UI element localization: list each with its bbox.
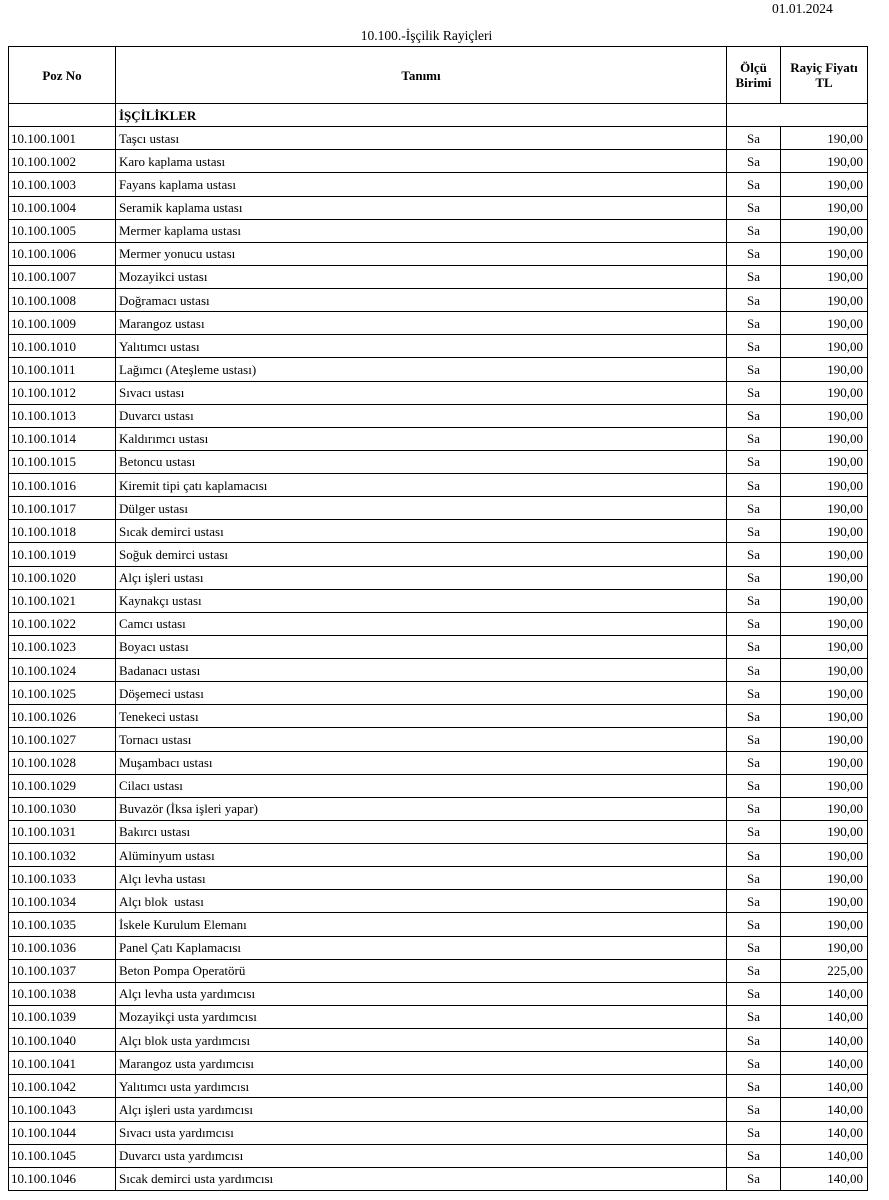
table-row: [9, 404, 868, 427]
poz-no-cell: 10.100.1020: [9, 566, 116, 589]
price-cell: 190,00: [781, 242, 868, 265]
table-row: [9, 1052, 868, 1075]
table-row: [9, 959, 868, 982]
price-cell: 190,00: [781, 404, 868, 427]
table-row: [9, 635, 868, 658]
unit-cell: Sa: [727, 450, 781, 473]
price-cell: 190,00: [781, 728, 868, 751]
poz-no-cell: 10.100.1004: [9, 196, 116, 219]
table-row: [9, 543, 868, 566]
unit-cell: Sa: [727, 242, 781, 265]
price-cell: 190,00: [781, 265, 868, 288]
price-cell: 190,00: [781, 196, 868, 219]
unit-cell: Sa: [727, 543, 781, 566]
description-cell: Marangoz ustası: [116, 312, 727, 335]
poz-no-cell: 10.100.1023: [9, 635, 116, 658]
unit-cell: Sa: [727, 1144, 781, 1167]
unit-cell: Sa: [727, 867, 781, 890]
price-cell: 190,00: [781, 381, 868, 404]
description-cell: Sıcak demirci usta yardımcısı: [116, 1167, 727, 1190]
unit-cell: Sa: [727, 844, 781, 867]
table-body: [9, 104, 868, 1191]
price-cell: 190,00: [781, 219, 868, 242]
description-cell: Panel Çatı Kaplamacısı: [116, 936, 727, 959]
poz-no-cell: 10.100.1036: [9, 936, 116, 959]
description-cell: Alçı levha ustası: [116, 867, 727, 890]
unit-cell: Sa: [727, 127, 781, 150]
unit-cell: Sa: [727, 751, 781, 774]
description-cell: Cilacı ustası: [116, 774, 727, 797]
price-cell: 140,00: [781, 982, 868, 1005]
poz-no-cell: 10.100.1014: [9, 427, 116, 450]
poz-no-cell: 10.100.1026: [9, 705, 116, 728]
price-cell: 190,00: [781, 682, 868, 705]
poz-no-cell: 10.100.1037: [9, 959, 116, 982]
poz-no-cell: 10.100.1009: [9, 312, 116, 335]
price-cell: 190,00: [781, 150, 868, 173]
table-row: [9, 520, 868, 543]
table-row: [9, 312, 868, 335]
unit-cell: Sa: [727, 959, 781, 982]
table-header-row: [9, 47, 868, 104]
price-cell: 190,00: [781, 335, 868, 358]
table-row: [9, 1144, 868, 1167]
section-unit-cell: [727, 104, 781, 127]
unit-cell: Sa: [727, 1121, 781, 1144]
description-cell: Marangoz usta yardımcısı: [116, 1052, 727, 1075]
poz-no-cell: 10.100.1044: [9, 1121, 116, 1144]
price-cell: 190,00: [781, 543, 868, 566]
unit-cell: Sa: [727, 589, 781, 612]
section-row: [9, 104, 868, 127]
description-cell: Kaldırımcı ustası: [116, 427, 727, 450]
unit-cell: Sa: [727, 1052, 781, 1075]
table-row: [9, 705, 868, 728]
price-cell: 190,00: [781, 173, 868, 196]
unit-cell: Sa: [727, 705, 781, 728]
description-cell: Muşambacı ustası: [116, 751, 727, 774]
poz-no-cell: 10.100.1027: [9, 728, 116, 751]
poz-no-cell: 10.100.1019: [9, 543, 116, 566]
poz-no-cell: 10.100.1018: [9, 520, 116, 543]
table-row: [9, 936, 868, 959]
price-cell: 190,00: [781, 797, 868, 820]
poz-no-cell: 10.100.1021: [9, 589, 116, 612]
unit-cell: Sa: [727, 659, 781, 682]
unit-cell: Sa: [727, 797, 781, 820]
table-row: [9, 1029, 868, 1052]
price-cell: 190,00: [781, 705, 868, 728]
unit-cell: Sa: [727, 312, 781, 335]
description-cell: Sıcak demirci ustası: [116, 520, 727, 543]
poz-no-cell: 10.100.1038: [9, 982, 116, 1005]
poz-no-cell: 10.100.1002: [9, 150, 116, 173]
unit-cell: Sa: [727, 289, 781, 312]
unit-cell: Sa: [727, 774, 781, 797]
table-row: [9, 358, 868, 381]
poz-no-cell: 10.100.1029: [9, 774, 116, 797]
poz-no-cell: 10.100.1006: [9, 242, 116, 265]
description-cell: Seramik kaplama ustası: [116, 196, 727, 219]
poz-no-cell: 10.100.1025: [9, 682, 116, 705]
table-row: [9, 612, 868, 635]
table-row: [9, 1167, 868, 1190]
table-row: [9, 265, 868, 288]
table-row: [9, 1098, 868, 1121]
price-cell: 190,00: [781, 612, 868, 635]
table-row: [9, 173, 868, 196]
description-cell: İskele Kurulum Elemanı: [116, 913, 727, 936]
section-price-cell: [781, 104, 868, 127]
price-cell: 190,00: [781, 358, 868, 381]
description-cell: Alçı blok ustası: [116, 890, 727, 913]
price-cell: 190,00: [781, 867, 868, 890]
description-cell: Taşcı ustası: [116, 127, 727, 150]
unit-cell: Sa: [727, 913, 781, 936]
price-cell: 140,00: [781, 1121, 868, 1144]
poz-no-cell: 10.100.1040: [9, 1029, 116, 1052]
table-row: [9, 659, 868, 682]
unit-cell: Sa: [727, 427, 781, 450]
unit-cell: Sa: [727, 497, 781, 520]
price-cell: 225,00: [781, 959, 868, 982]
price-cell: 190,00: [781, 474, 868, 497]
table-row: [9, 497, 868, 520]
unit-cell: Sa: [727, 404, 781, 427]
price-cell: 190,00: [781, 844, 868, 867]
description-cell: Lağımcı (Ateşleme ustası): [116, 358, 727, 381]
table-row: [9, 797, 868, 820]
table-row: [9, 1005, 868, 1028]
unit-cell: Sa: [727, 1167, 781, 1190]
price-cell: 140,00: [781, 1052, 868, 1075]
unit-cell: Sa: [727, 1075, 781, 1098]
table-row: [9, 820, 868, 843]
poz-no-cell: 10.100.1031: [9, 820, 116, 843]
description-cell: Buvazör (İksa işleri yapar): [116, 797, 727, 820]
table-row: [9, 682, 868, 705]
description-cell: Alçı işleri ustası: [116, 566, 727, 589]
description-cell: Doğramacı ustası: [116, 289, 727, 312]
description-cell: Sıvacı usta yardımcısı: [116, 1121, 727, 1144]
description-cell: Sıvacı ustası: [116, 381, 727, 404]
price-cell: 190,00: [781, 127, 868, 150]
table-row: [9, 289, 868, 312]
table-row: [9, 219, 868, 242]
table-row: [9, 728, 868, 751]
description-cell: Alüminyum ustası: [116, 844, 727, 867]
price-cell: 190,00: [781, 450, 868, 473]
poz-no-cell: 10.100.1035: [9, 913, 116, 936]
poz-no-cell: 10.100.1016: [9, 474, 116, 497]
table-row: [9, 982, 868, 1005]
price-cell: 140,00: [781, 1005, 868, 1028]
price-cell: 190,00: [781, 589, 868, 612]
poz-no-cell: 10.100.1033: [9, 867, 116, 890]
price-cell: 190,00: [781, 497, 868, 520]
poz-no-cell: 10.100.1046: [9, 1167, 116, 1190]
table-row: [9, 127, 868, 150]
description-cell: Kaynakçı ustası: [116, 589, 727, 612]
unit-cell: Sa: [727, 682, 781, 705]
description-cell: Alçı işleri usta yardımcısı: [116, 1098, 727, 1121]
description-cell: Yalıtımcı ustası: [116, 335, 727, 358]
column-header-desc: Tanımı: [116, 47, 727, 104]
poz-no-cell: 10.100.1039: [9, 1005, 116, 1028]
document-date: 01.01.2024: [772, 1, 833, 16]
page-title: 10.100.-İşçilik Rayiçleri: [360, 28, 493, 43]
table-row: [9, 566, 868, 589]
description-cell: Beton Pompa Operatörü: [116, 959, 727, 982]
price-cell: 190,00: [781, 751, 868, 774]
table-row: [9, 427, 868, 450]
description-cell: Badanacı ustası: [116, 659, 727, 682]
unit-cell: Sa: [727, 150, 781, 173]
price-cell: 190,00: [781, 520, 868, 543]
poz-no-cell: 10.100.1030: [9, 797, 116, 820]
poz-no-cell: 10.100.1042: [9, 1075, 116, 1098]
unit-cell: Sa: [727, 890, 781, 913]
price-cell: 190,00: [781, 566, 868, 589]
description-cell: Duvarcı ustası: [116, 404, 727, 427]
unit-cell: Sa: [727, 1029, 781, 1052]
unit-cell: Sa: [727, 381, 781, 404]
unit-cell: Sa: [727, 474, 781, 497]
price-cell: 190,00: [781, 427, 868, 450]
description-cell: Mermer yonucu ustası: [116, 242, 727, 265]
section-title: İŞÇİLİKLER: [116, 104, 727, 127]
description-cell: Betoncu ustası: [116, 450, 727, 473]
unit-cell: Sa: [727, 520, 781, 543]
table-row: [9, 450, 868, 473]
table-row: [9, 890, 868, 913]
poz-no-cell: 10.100.1032: [9, 844, 116, 867]
description-cell: Alçı levha usta yardımcısı: [116, 982, 727, 1005]
price-cell: 190,00: [781, 312, 868, 335]
table-row: [9, 335, 868, 358]
description-cell: Kiremit tipi çatı kaplamacısı: [116, 474, 727, 497]
table-row: [9, 474, 868, 497]
description-cell: Soğuk demirci ustası: [116, 543, 727, 566]
price-cell: 190,00: [781, 890, 868, 913]
poz-no-cell: 10.100.1028: [9, 751, 116, 774]
description-cell: Fayans kaplama ustası: [116, 173, 727, 196]
poz-no-cell: 10.100.1045: [9, 1144, 116, 1167]
table-row: [9, 751, 868, 774]
unit-cell: Sa: [727, 335, 781, 358]
price-cell: 140,00: [781, 1075, 868, 1098]
description-cell: Tornacı ustası: [116, 728, 727, 751]
price-cell: 140,00: [781, 1167, 868, 1190]
poz-no-cell: 10.100.1043: [9, 1098, 116, 1121]
poz-no-cell: 10.100.1007: [9, 265, 116, 288]
poz-no-cell: 10.100.1013: [9, 404, 116, 427]
table-row: [9, 774, 868, 797]
unit-cell: Sa: [727, 612, 781, 635]
unit-cell: Sa: [727, 173, 781, 196]
poz-no-cell: 10.100.1041: [9, 1052, 116, 1075]
price-cell: 190,00: [781, 289, 868, 312]
description-cell: Duvarcı usta yardımcısı: [116, 1144, 727, 1167]
poz-no-cell: 10.100.1022: [9, 612, 116, 635]
poz-no-cell: 10.100.1008: [9, 289, 116, 312]
table-row: [9, 1075, 868, 1098]
section-code-cell: [9, 104, 116, 127]
poz-no-cell: 10.100.1010: [9, 335, 116, 358]
poz-no-cell: 10.100.1011: [9, 358, 116, 381]
unit-cell: Sa: [727, 982, 781, 1005]
price-cell: 190,00: [781, 913, 868, 936]
unit-cell: Sa: [727, 1098, 781, 1121]
column-header-code: Poz No: [9, 47, 116, 104]
price-cell: 190,00: [781, 774, 868, 797]
poz-no-cell: 10.100.1003: [9, 173, 116, 196]
unit-cell: Sa: [727, 1005, 781, 1028]
description-cell: Camcı ustası: [116, 612, 727, 635]
price-cell: 190,00: [781, 635, 868, 658]
poz-no-cell: 10.100.1001: [9, 127, 116, 150]
unit-cell: Sa: [727, 265, 781, 288]
unit-cell: Sa: [727, 196, 781, 219]
table-row: [9, 867, 868, 890]
description-cell: Mozayikci ustası: [116, 265, 727, 288]
unit-cell: Sa: [727, 635, 781, 658]
poz-no-cell: 10.100.1024: [9, 659, 116, 682]
price-cell: 190,00: [781, 659, 868, 682]
description-cell: Yalıtımcı usta yardımcısı: [116, 1075, 727, 1098]
description-cell: Boyacı ustası: [116, 635, 727, 658]
price-cell: 140,00: [781, 1098, 868, 1121]
table-row: [9, 1121, 868, 1144]
poz-no-cell: 10.100.1012: [9, 381, 116, 404]
table-row: [9, 242, 868, 265]
poz-no-cell: 10.100.1034: [9, 890, 116, 913]
price-cell: 140,00: [781, 1029, 868, 1052]
price-table: [8, 46, 868, 1191]
table-row: [9, 844, 868, 867]
description-cell: Tenekeci ustası: [116, 705, 727, 728]
unit-cell: Sa: [727, 219, 781, 242]
table-row: [9, 381, 868, 404]
description-cell: Dülger ustası: [116, 497, 727, 520]
description-cell: Döşemeci ustası: [116, 682, 727, 705]
price-cell: 190,00: [781, 936, 868, 959]
poz-no-cell: 10.100.1017: [9, 497, 116, 520]
column-header-unit: Ölçü Birimi: [727, 47, 781, 104]
unit-cell: Sa: [727, 566, 781, 589]
description-cell: Alçı blok usta yardımcısı: [116, 1029, 727, 1052]
unit-cell: Sa: [727, 358, 781, 381]
price-cell: 190,00: [781, 820, 868, 843]
table-row: [9, 913, 868, 936]
unit-cell: Sa: [727, 820, 781, 843]
column-header-price: Rayiç Fiyatı TL: [781, 47, 868, 104]
table-row: [9, 150, 868, 173]
poz-no-cell: 10.100.1005: [9, 219, 116, 242]
poz-no-cell: 10.100.1015: [9, 450, 116, 473]
table-row: [9, 196, 868, 219]
description-cell: Mermer kaplama ustası: [116, 219, 727, 242]
description-cell: Karo kaplama ustası: [116, 150, 727, 173]
table-row: [9, 589, 868, 612]
unit-cell: Sa: [727, 728, 781, 751]
description-cell: Bakırcı ustası: [116, 820, 727, 843]
unit-cell: Sa: [727, 936, 781, 959]
description-cell: Mozayikçi usta yardımcısı: [116, 1005, 727, 1028]
price-cell: 140,00: [781, 1144, 868, 1167]
